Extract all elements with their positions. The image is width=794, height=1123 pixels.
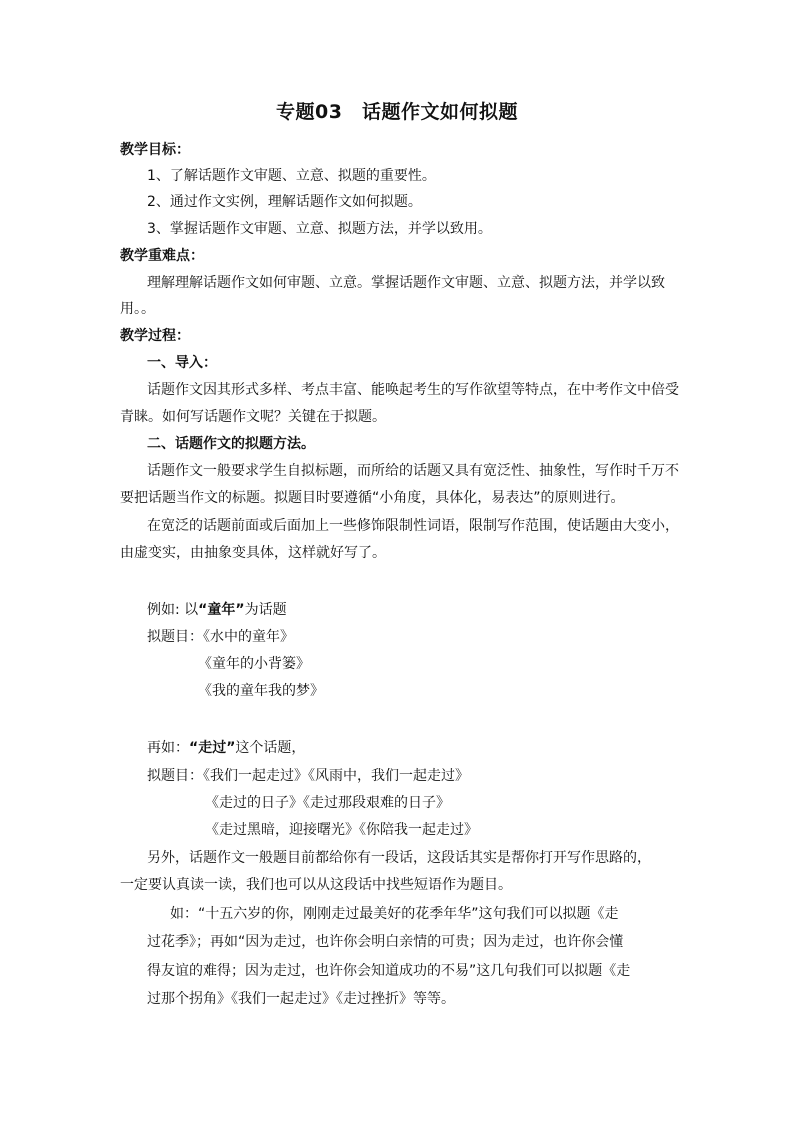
closing-line-4: 过花季》；再如“因为走过，也许你会明白亲情的可贵；因为走过，也许你会懂 [147, 934, 624, 950]
example2-titles-line-3: 《走过黑暗，迎接曙光》《你陪我一起走过》 [205, 822, 478, 838]
section2-heading: 二、话题作文的拟题方法。 [147, 436, 315, 452]
example1-title-1: 《水中的童年》 [203, 629, 294, 645]
section1-line-2: 青睐。如何写话题作文呢？关键在于拟题。 [120, 409, 386, 425]
section1-heading: 一、导入： [147, 355, 217, 371]
example1-title-3: 《我的童年我的梦》 [198, 683, 324, 699]
example2-topic: “走过” [189, 740, 236, 756]
example2-titles-row-1 [147, 766, 469, 786]
page-title: 专题03 话题作文如何拟题 [276, 101, 518, 123]
example1-intro-prefix: 例如: 以 [147, 602, 199, 618]
closing-line-6: 过那个拐角》《我们一起走过》《走过挫折》等等。 [147, 991, 455, 1007]
objectives-heading: 教学目标： [120, 142, 190, 158]
example2-intro-suffix: 这个话题， [235, 740, 306, 756]
example2-intro-prefix: 再如： [147, 740, 189, 756]
key-points-heading: 教学重难点： [120, 248, 204, 264]
example1-titles-row [147, 627, 294, 647]
example1-intro [147, 600, 287, 620]
closing-line-2: 一定要认真读一读，我们也可以从这段话中找些短语作为题目。 [120, 877, 512, 893]
example2-titles-line-1: 《我们一起走过》《风雨中，我们一起走过》 [203, 768, 469, 784]
closing-line-5: 得友谊的难得；因为走过，也许你会知道成功的不易”这几句我们可以拟题《走 [147, 963, 631, 979]
example1-topic: “童年” [198, 602, 245, 618]
example1-intro-suffix: 为话题 [244, 602, 287, 618]
section1-line-1: 话题作文因其形式多样、考点丰富、能唤起考生的写作欲望等特点，在中考作文中倍受 [147, 382, 679, 398]
example2-intro [147, 738, 305, 758]
section2-para1-line-2: 要把话题当作文的标题。拟题目时要遵循“小角度，具体化，易表达”的原则进行。 [120, 490, 625, 506]
objective-item-2: 2、通过作文实例，理解话题作文如何拟题。 [147, 194, 422, 210]
objective-item-1: 1、了解话题作文审题、立意、拟题的重要性。 [147, 168, 436, 184]
closing-line-1: 另外，话题作文一般题目前都给你有一段话，这段话其实是帮你打开写作思路的， [147, 850, 651, 866]
example1-title-2: 《童年的小背篓》 [198, 656, 310, 672]
key-points-line-2: 用。。 [120, 301, 155, 317]
process-heading: 教学过程： [120, 328, 190, 344]
example2-titles-label: 拟题目： [147, 768, 203, 784]
section2-para2-line-1: 在宽泛的话题前面或后面加上一些修饰限制性词语，限制写作范围，使话题由大变小， [147, 518, 679, 534]
closing-line-3: 如：“十五六岁的你，刚刚走过最美好的花季年华”这句我们可以拟题《走 [170, 906, 619, 922]
example1-titles-label: 拟题目： [147, 629, 203, 645]
key-points-line-1: 理解理解话题作文如何审题、立意。掌握话题作文审题、立意、拟题方法，并学以致 [147, 275, 665, 291]
example2-titles-line-2: 《走过的日子》《走过那段艰难的日子》 [205, 795, 450, 811]
section2-para1-line-1: 话题作文一般要求学生自拟标题，而所给的话题又具有宽泛性、抽象性，写作时千万不 [147, 463, 679, 479]
objective-item-3: 3、掌握话题作文审题、立意、拟题方法，并学以致用。 [147, 221, 492, 237]
section2-para2-line-2: 由虚变实，由抽象变具体，这样就好写了。 [120, 545, 386, 561]
